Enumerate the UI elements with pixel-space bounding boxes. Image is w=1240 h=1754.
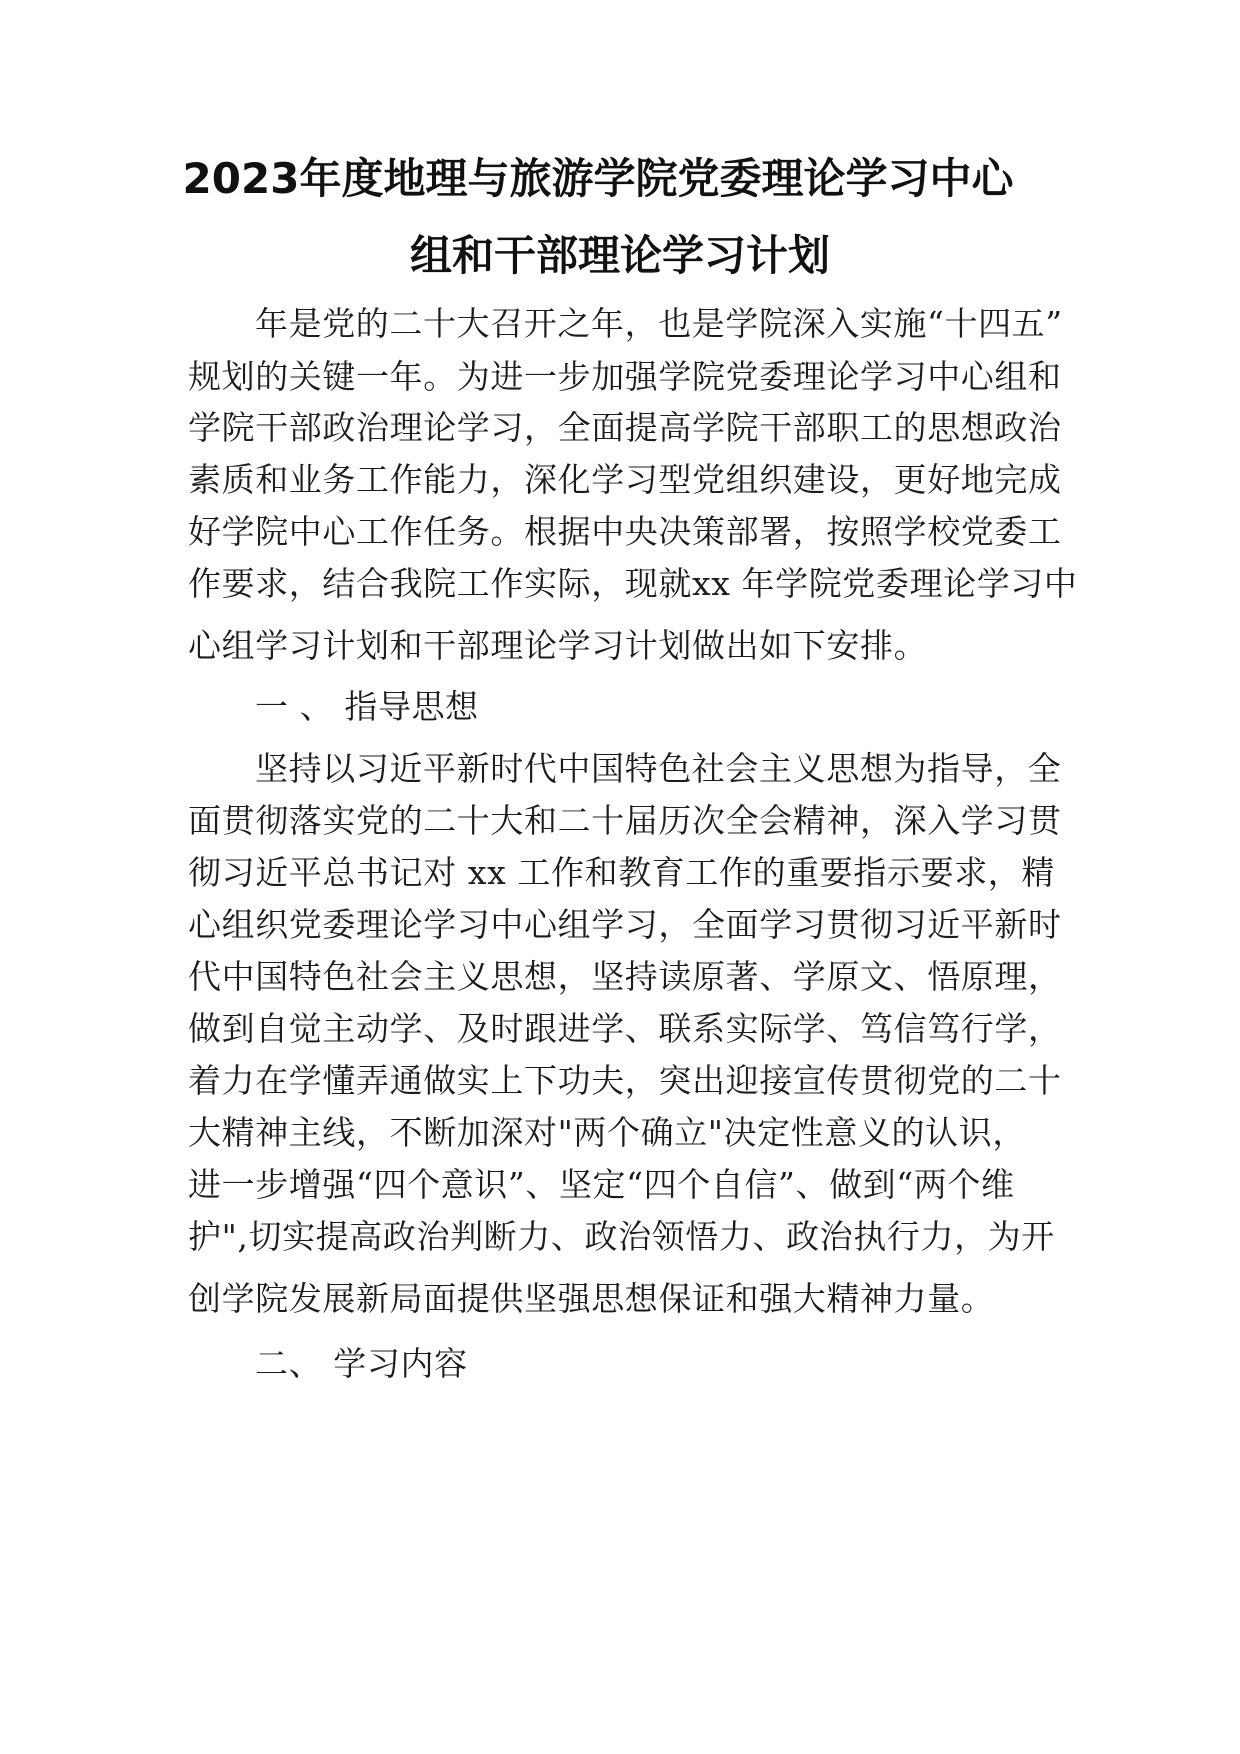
- section-heading-guiding-ideology: 一 、 指导思想: [255, 687, 479, 726]
- section1-line: 坚持以习近平新时代中国特色社会主义思想为指导，全: [255, 749, 1062, 788]
- section1-line: 创学院发展新局面提供坚强思想保证和强大精神力量。: [188, 1279, 995, 1318]
- section1-line: 大精神主线，不断加深对"两个确立"决定性意义的认识，: [188, 1113, 1026, 1152]
- intro-line: 素质和业务工作能力，深化学习型党组织建设，更好地完成: [188, 460, 1062, 499]
- intro-line: 心组学习计划和干部理论学习计划做出如下安排。: [188, 626, 928, 665]
- section1-line: 着力在学懂弄通做实上下功夫，突出迎接宣传贯彻党的二十: [188, 1061, 1062, 1100]
- document-title-line-1: 2023年度地理与旅游学院党委理论学习中心: [182, 154, 1014, 203]
- intro-line: 作要求，结合我院工作实际，现就xx 年学院党委理论学习中: [188, 564, 1078, 603]
- intro-line: 年是党的二十大召开之年，也是学院深入实施“十四五”: [255, 304, 1063, 343]
- section1-line: 面贯彻落实党的二十大和二十届历次全会精神，深入学习贯: [188, 801, 1062, 840]
- intro-line: 学院干部政治理论学习，全面提高学院干部职工的思想政治: [188, 408, 1062, 447]
- section-heading-study-content: 二、 学习内容: [255, 1344, 468, 1383]
- section1-line: 进一步增强“四个意识”、坚定“四个自信”、做到“两个维: [188, 1165, 1015, 1204]
- intro-line: 规划的关键一年。为进一步加强学院党委理论学习中心组和: [188, 357, 1062, 396]
- document-title-line-2: 组和干部理论学习计划: [409, 231, 830, 280]
- section1-line: 护",切实提高政治判断力、政治领悟力、政治执行力，为开: [188, 1217, 1055, 1256]
- section1-line: 代中国特色社会主义思想，坚持读原著、学原文、悟原理，: [188, 957, 1062, 996]
- section1-line: 彻习近平总书记对 xx 工作和教育工作的重要指示要求，精: [188, 853, 1056, 892]
- intro-line: 好学院中心工作任务。根据中央决策部署，按照学校党委工: [188, 512, 1062, 551]
- section1-line: 心组织党委理论学习中心组学习，全面学习贯彻习近平新时: [188, 905, 1062, 944]
- section1-line: 做到自觉主动学、及时跟进学、联系实际学、笃信笃行学，: [188, 1009, 1062, 1048]
